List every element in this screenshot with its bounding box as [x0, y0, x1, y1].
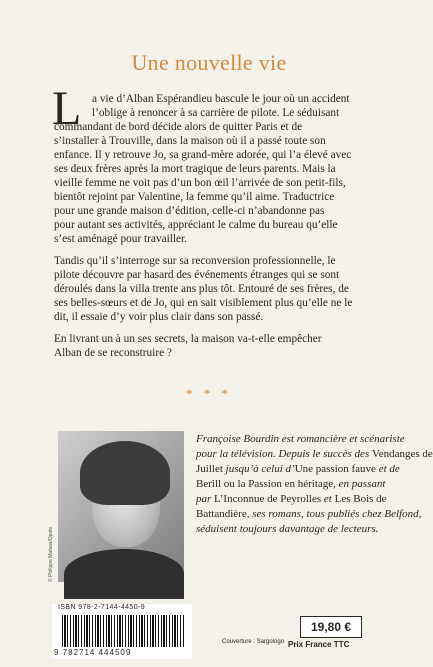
book-title: Une nouvelle vie	[131, 50, 287, 75]
barcode-digits: 9 782714 444509	[54, 648, 132, 657]
synopsis-line: pour une grande maison d’édition, celle-ci n’abandonne pas	[54, 205, 325, 217]
synopsis-line: dit, il essaie d’y voir plus clair dans son passé.	[54, 311, 264, 323]
price-box: 19,80 €	[300, 616, 362, 638]
bio-line	[196, 507, 421, 521]
price-note: Prix France TTC	[288, 640, 350, 649]
bio-line	[196, 522, 378, 536]
section-separator: * * *	[186, 386, 232, 401]
barcode-icon	[62, 615, 184, 647]
bio-text: par	[196, 493, 215, 505]
synopsis-line: ses deux frères après la mort tragique de leurs parents. Mais la	[54, 163, 336, 175]
book-ref: Vendanges de	[371, 448, 433, 460]
synopsis-line: a vie d’Alban Espérandieu bascule le jour où un accident	[92, 93, 350, 105]
synopsis-line: déroulés dans la villa trente ans plus tôt. Entouré de ses frères, de	[54, 283, 349, 295]
synopsis-line: pour autant ses activités, appréciant le calme du bureau qu’elle	[54, 219, 338, 231]
synopsis-line: enfance. Il y retrouve Jo, sa grand-mère adorée, qui l’a élevé avec	[54, 149, 352, 161]
synopsis-line: bientôt rejoint par Valentine, la femme qu’il aime. Traductrice	[54, 191, 335, 203]
bio-text: pour la télévision. Depuis le succès des	[196, 448, 372, 460]
book-ref: Battandière	[196, 508, 247, 520]
book-ref: L’Inconnue de Peyrolles	[214, 493, 322, 505]
photo-hair	[80, 441, 170, 505]
synopsis-line: vieille femme ne voit pas d’un bon œil l’arrivée de son petit-fils,	[54, 177, 346, 189]
bio-text: Françoise Bourdin est romancière et scénariste	[196, 433, 405, 445]
synopsis-line: s’est aménagé pour travailler.	[54, 233, 187, 245]
synopsis-line: En livrant un à un ses secrets, la maison va-t-elle empêcher	[54, 333, 322, 345]
synopsis-line: l’oblige à renoncer à sa carrière de pilote. Le séduisant	[92, 107, 340, 119]
bio-line	[196, 492, 387, 506]
book-ref: Berill ou la Passion en héritage	[196, 478, 334, 490]
synopsis-line: Alban de se reconstruire ?	[54, 347, 172, 359]
bio-text: et de	[375, 463, 400, 475]
synopsis-line: ses belles-sœurs et de Jo, qui en sait visiblement plus qu’elle ne le	[54, 297, 353, 309]
book-ref: Une passion fauve	[294, 463, 376, 475]
bio-line	[196, 447, 433, 461]
synopsis-line: s’installer à Trouville, dans la maison où il a passé toute son	[54, 135, 326, 147]
bio-text: jusqu’à celui d’	[222, 463, 295, 475]
photo-credit: © Philippe Matsas/Opale	[48, 526, 54, 582]
bio-text: séduisent toujours davantage de lecteurs.	[196, 523, 379, 535]
book-ref: Juillet	[196, 463, 223, 475]
bio-line	[196, 477, 385, 491]
bio-text: et	[321, 493, 335, 505]
bio-line	[196, 432, 405, 446]
cover-credit: Couverture : Sargologo	[222, 639, 285, 645]
bio-text: , ses romans, tous publiés chez Belfond,	[246, 508, 422, 520]
bio-line	[196, 462, 400, 476]
synopsis-line: commandant de bord décide alors de quitter Paris et de	[54, 121, 303, 133]
author-photo	[58, 431, 184, 582]
synopsis-line: pilote découvre par hasard des événements étranges qui se sont	[54, 269, 340, 281]
synopsis-line: Tandis qu’il s’interroge sur sa reconversion professionnelle, le	[54, 255, 336, 267]
drop-cap: L	[52, 82, 82, 135]
photo-shoulders	[64, 549, 184, 599]
isbn-label: ISBN 978-2-7144-4450-9	[58, 604, 146, 611]
book-ref: Les Bois de	[334, 493, 387, 505]
bio-text: , en passant	[333, 478, 386, 490]
